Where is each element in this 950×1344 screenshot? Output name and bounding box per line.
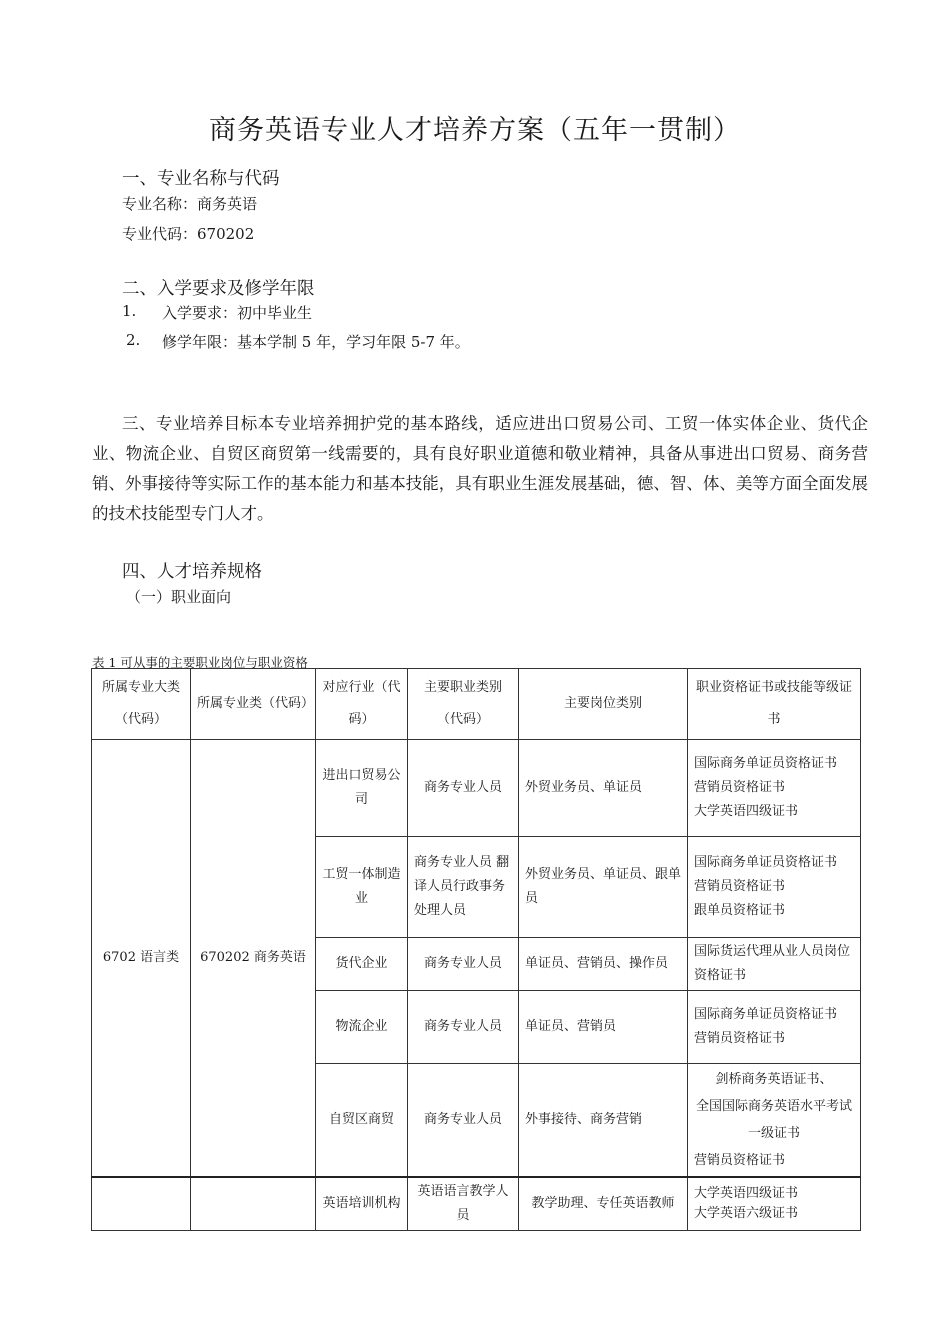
posts-cell: 外贸业务员、单证员 — [519, 740, 688, 837]
cert-item: 营销员资格证书 — [694, 1153, 786, 1168]
cert-item: 国际商务单证员资格证书 — [694, 756, 838, 771]
section-3-paragraph: 三、专业培养目标本专业培养拥护党的基本路线，适应进出口贸易公司、工贸一体实体企业、货代企业、物流企业、自贸区商贸第一线需要的，具有良好职业道德和敬业精神，具备从事进出口贸易、商务营销、外事接待等实际工作的基本能力和基本技能，具有职业生涯发展基础，德、智、体、美等方面全面发展的技术技能型专门人才。 — [92, 414, 868, 523]
certs-cell: 国际货运代理从业人员岗位资格证书 — [688, 938, 861, 991]
table-row — [92, 740, 861, 837]
posts-cell: 外贸业务员、单证员、跟单员 — [519, 837, 688, 938]
table-header-cell: 所属专业大类（代码） — [92, 669, 191, 740]
cert-item: 全国国际商务英语水平考试一级证书 — [695, 1099, 852, 1141]
list-item-number: 1. — [122, 302, 137, 320]
table-row — [92, 1177, 861, 1231]
table-caption: 表 1 可从事的主要职业岗位与职业资格 — [92, 655, 308, 670]
study-duration: 修学年限：基本学制 5 年，学习年限 5-7 年。 — [162, 333, 470, 351]
table-header-cell: 主要职业类别（代码） — [408, 669, 519, 740]
table-header-row — [92, 669, 861, 740]
table-header-cell: 所属专业类（代码） — [191, 669, 316, 740]
industry-cell: 物流企业 — [316, 991, 408, 1064]
category-cell: 商务专业人员 — [408, 1064, 519, 1178]
industry-cell: 英语培训机构 — [316, 1177, 408, 1231]
admission-requirement: 入学要求：初中毕业生 — [162, 304, 313, 322]
cert-item: 营销员资格证书 — [694, 780, 786, 795]
certs-cell — [688, 837, 861, 938]
cert-item: 大学英语四级证书 — [694, 1186, 799, 1201]
certs-cell — [688, 991, 861, 1064]
category-cell: 商务专业人员 翻译人员行政事务处理人员 — [408, 837, 519, 938]
section-4-subheading: （一）职业面向 — [126, 588, 232, 606]
major-name: 专业名称：商务英语 — [122, 195, 258, 213]
industry-cell: 货代企业 — [316, 938, 408, 991]
list-item-number: 2. — [126, 331, 141, 349]
category-cell: 商务专业人员 — [408, 938, 519, 991]
section-4-heading: 四、人才培养规格 — [122, 562, 262, 582]
cert-item: 跟单员资格证书 — [694, 903, 786, 918]
section-1-heading: 一、专业名称与代码 — [122, 169, 280, 189]
category-cell: 英语语言教学人员 — [408, 1177, 519, 1231]
cert-item: 国际商务单证员资格证书 — [694, 855, 838, 870]
category-cell: 商务专业人员 — [408, 991, 519, 1064]
posts-cell: 外事接待、商务营销 — [519, 1064, 688, 1178]
industry-cell: 进出口贸易公司 — [316, 740, 408, 837]
section-2-heading: 二、入学要求及修学年限 — [122, 279, 315, 299]
certs-cell — [688, 740, 861, 837]
empty-cell — [191, 1177, 316, 1231]
major-class-cell: 6702 语言类 — [92, 740, 191, 1178]
table-header-cell: 主要岗位类别 — [519, 669, 688, 740]
posts-cell: 教学助理、专任英语教师 — [519, 1177, 688, 1231]
industry-cell: 自贸区商贸 — [316, 1064, 408, 1178]
major-code: 专业代码：670202 — [122, 225, 255, 243]
table-header-cell: 对应行业（代码） — [316, 669, 408, 740]
certs-cell — [688, 1064, 861, 1178]
empty-cell — [92, 1177, 191, 1231]
cert-item: 剑桥商务英语证书、 — [715, 1072, 833, 1087]
industry-cell: 工贸一体制造业 — [316, 837, 408, 938]
cert-item: 大学英语六级证书 — [694, 1206, 799, 1221]
cert-item: 营销员资格证书 — [694, 1031, 786, 1046]
cert-item: 大学英语四级证书 — [694, 804, 799, 819]
category-cell: 商务专业人员 — [408, 740, 519, 837]
career-table — [91, 668, 861, 1231]
posts-cell: 单证员、营销员、操作员 — [519, 938, 688, 991]
cert-item: 国际商务单证员资格证书 — [694, 1007, 838, 1022]
posts-cell: 单证员、营销员 — [519, 991, 688, 1064]
table-header-cell: 职业资格证书或技能等级证书 — [688, 669, 861, 740]
page-title: 商务英语专业人才培养方案（五年一贯制） — [209, 115, 741, 146]
major-cell: 670202 商务英语 — [191, 740, 316, 1178]
cert-item: 营销员资格证书 — [694, 879, 786, 894]
certs-cell — [688, 1177, 861, 1231]
